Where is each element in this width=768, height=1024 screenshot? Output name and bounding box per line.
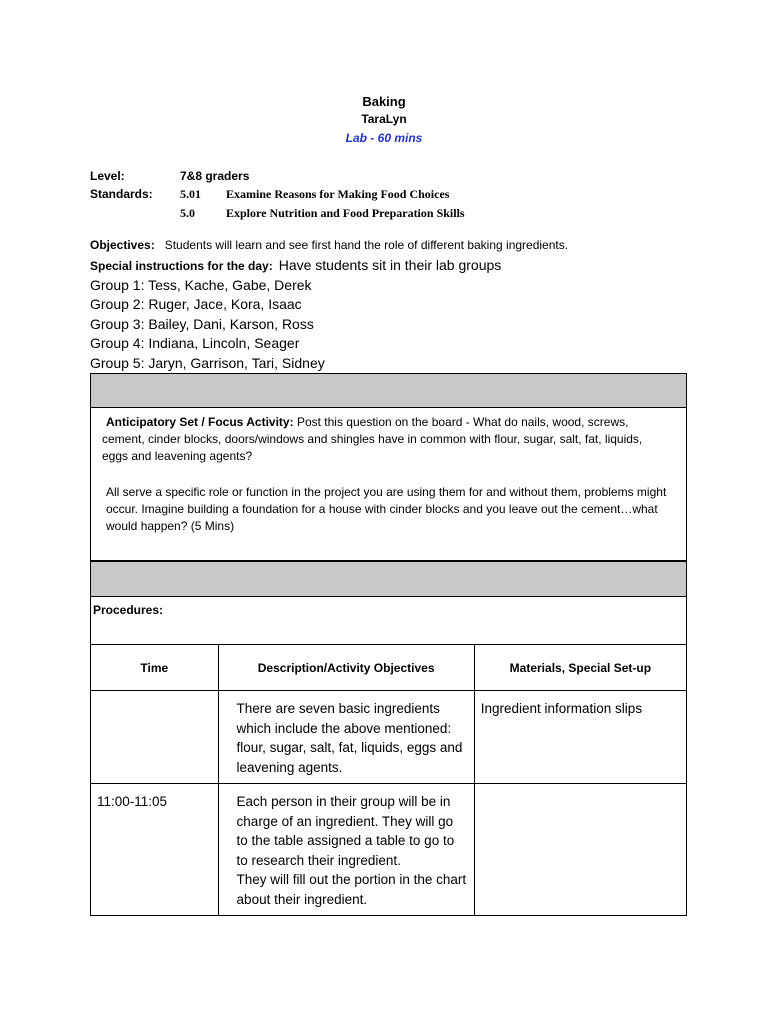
standard-code: 5.01: [180, 187, 201, 201]
group-item: Group 4: Indiana, Lincoln, Seager: [90, 335, 300, 352]
anticipatory-question: [102, 414, 677, 465]
objectives-label: Objectives:: [90, 238, 155, 252]
table-row: [91, 784, 687, 916]
table-row: [91, 691, 687, 784]
lab-duration: Lab - 60 mins: [345, 131, 423, 145]
procedures-label: Procedures:: [93, 603, 164, 617]
time-cell: 11:00-11:05: [91, 784, 219, 916]
section-header-bar: [90, 373, 687, 408]
anticipatory-set-box: [90, 407, 687, 561]
special-instructions: [90, 257, 501, 275]
procedures-box: [90, 596, 687, 645]
procedures-table: [90, 644, 687, 916]
standard-code: 5.0: [180, 206, 195, 220]
materials-cell: [474, 784, 686, 916]
table-header-row: [91, 645, 687, 691]
standard-text: Explore Nutrition and Food Preparation Skills: [226, 206, 465, 220]
group-item: Group 3: Bailey, Dani, Karson, Ross: [90, 315, 314, 332]
column-header-materials: Materials, Special Set-up: [474, 645, 686, 691]
column-header-description: Description/Activity Objectives: [218, 645, 474, 691]
standards-label: Standards:: [90, 187, 153, 201]
page-title: Baking: [362, 94, 406, 109]
group-item: Group 5: Jaryn, Garrison, Tari, Sidney: [90, 354, 325, 371]
group-list: [90, 276, 325, 373]
special-instructions-label: Special instructions for the day:: [90, 259, 273, 273]
anticipatory-line2: cement, cinder blocks, doors/windows and shingles have in common with flour, sugar, salt, fat, liquids,: [102, 432, 643, 446]
special-instructions-text: Have students sit in their lab groups: [278, 257, 502, 273]
description-text: They will fill out the portion in the chart about their ingredient.: [236, 872, 467, 907]
standard-text: Examine Reasons for Making Food Choices: [226, 187, 450, 201]
objectives-text: Students will learn and see first hand the role of different baking ingredients.: [164, 238, 569, 252]
anticipatory-line3: eggs and leavening agents?: [102, 449, 253, 463]
group-item: Group 2: Ruger, Jace, Kora, Isaac: [90, 296, 302, 313]
objectives: [90, 238, 568, 252]
materials-cell: Ingredient information slips: [474, 691, 686, 784]
description-cell: There are seven basic ingredients which include the above mentioned: flour, sugar, salt, fat, liquids, eggs and leavening agents.: [218, 691, 474, 784]
anticipatory-answer: All serve a specific role or function in the project you are using them for and without them, problems might occur. Imagine building a foundation for a house with cinder blocks and you leave out the cement…what would happen? (5 Mins): [106, 485, 667, 533]
description-cell: [218, 784, 474, 916]
level-value: 7&8 graders: [180, 169, 250, 183]
time-cell: [91, 691, 219, 784]
group-item: Group 1: Tess, Kache, Gabe, Derek: [90, 277, 312, 293]
author-name: TaraLyn: [361, 112, 407, 126]
anticipatory-label: Anticipatory Set / Focus Activity:: [106, 415, 294, 429]
column-header-time: Time: [91, 645, 219, 691]
anticipatory-line1: Post this question on the board - What do nails, wood, screws,: [296, 415, 629, 429]
level-label: Level:: [90, 169, 125, 183]
section-header-bar: [90, 561, 687, 597]
description-text: Each person in their group will be in charge of an ingredient. They will go to the table assigned a table to go to to research their ingredient.: [236, 794, 455, 868]
